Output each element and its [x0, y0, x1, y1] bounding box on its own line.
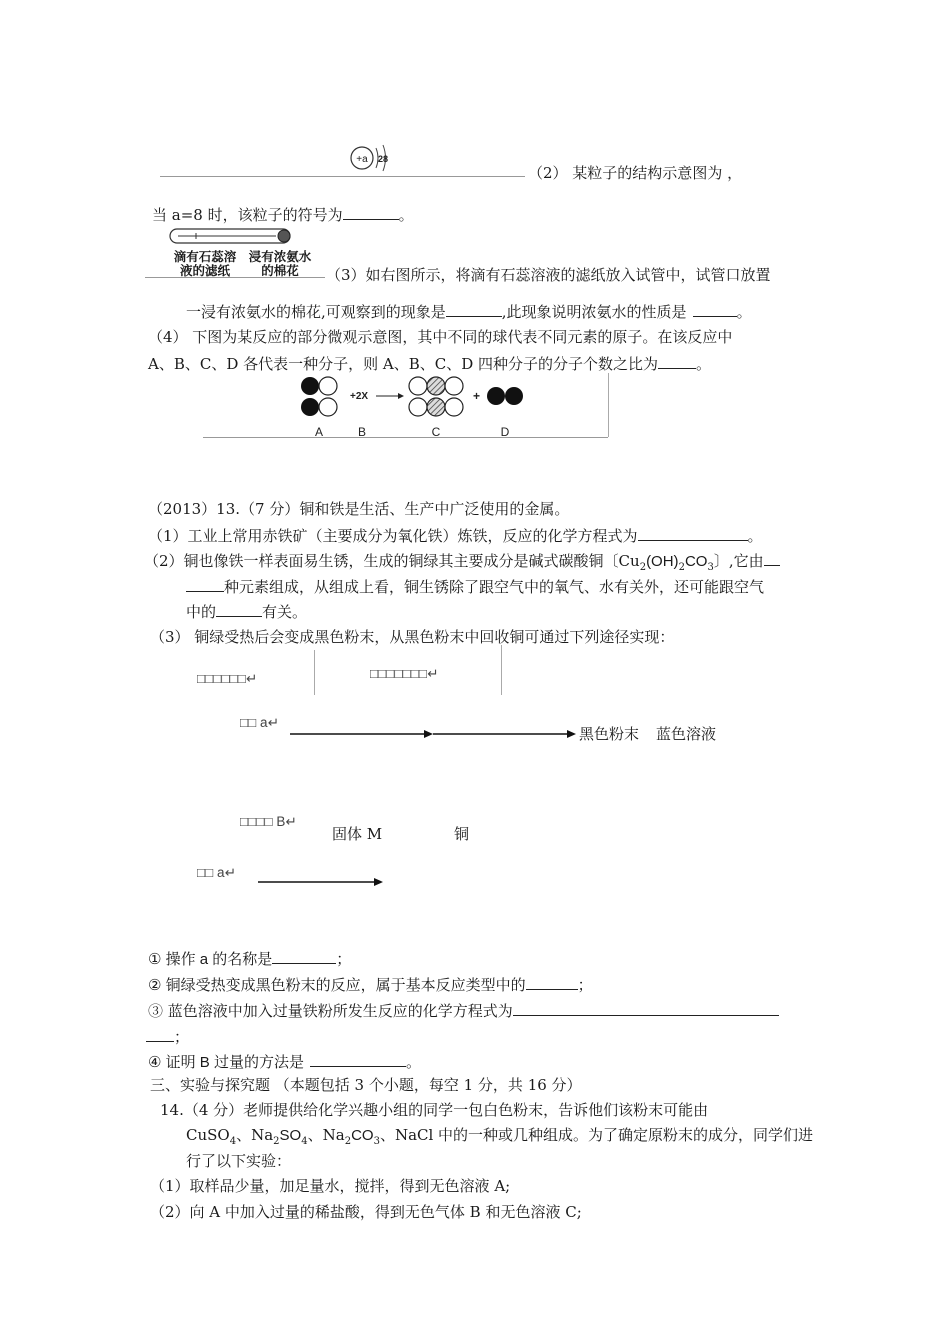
q2-line2-prefix: 当 a=8 时，该粒子的符号为 — [152, 206, 343, 224]
q13-sub2-suffix: ； — [577, 977, 593, 994]
black-powder-label: 黑色粉末 — [579, 725, 640, 743]
q13-part1-text: （1）工业上常用赤铁矿（主要成分为氧化铁）炼铁，反应的化学方程式为 — [148, 527, 638, 545]
flow-operation-a-2: □□ a↵ — [197, 865, 236, 880]
plus-sign: + — [473, 389, 481, 403]
answer-blank — [764, 550, 780, 566]
q13-sub1 — [148, 948, 351, 970]
coefficient-label: +2X — [350, 391, 369, 402]
q13-sub4-suffix: 。 — [405, 1054, 421, 1071]
q13-part2-line1 — [144, 550, 780, 572]
molecule-d — [487, 387, 523, 405]
q2-text-line1: （2） 某粒子的结构示意图为 ， — [528, 164, 743, 182]
subscript: 4 — [229, 1136, 237, 1147]
figure-divider — [608, 373, 609, 437]
answer-blank — [146, 1026, 174, 1042]
flow-placeholder-box1: □□□□□□↵ — [197, 671, 258, 686]
q13-sub3-suffix: ； — [174, 1028, 190, 1046]
q13-part2-text: （2）铜也像铁一样表面易生锈，生成的铜绿其主要成分是碱式碳酸铜〔Cu — [144, 552, 640, 570]
q13-part1 — [148, 525, 763, 546]
q3-line2-part-b: ,此现象说明浓氨水的性质是 — [501, 303, 687, 321]
label-a: A — [314, 425, 324, 439]
flow-placeholder-box2: □□□□□□□↵ — [370, 666, 439, 681]
q3-text-line2 — [186, 301, 752, 322]
copper-label: 铜 — [454, 825, 470, 843]
flow-arrows-row1 — [288, 727, 580, 741]
q13-sub3-cont — [146, 1026, 189, 1047]
q13-part2-line2-text: 种元素组成，从组成上看，铜生锈除了跟空气中的氧气、水有关外，还可能跟空气 — [224, 578, 765, 596]
subscript: 3 — [707, 562, 714, 573]
answer-blank — [513, 1000, 779, 1016]
answer-blank — [343, 204, 399, 220]
figure-divider — [314, 650, 315, 695]
answer-blank — [186, 576, 224, 592]
reaction-diagram — [290, 373, 530, 443]
formula-cuso4: CuSO — [186, 1126, 230, 1144]
q13-part2-line3-suffix: 有关。 — [262, 603, 308, 621]
q3-line2-part-a: 一浸有浓氨水的棉花,可观察到的现象是 — [186, 303, 446, 321]
answer-blank — [526, 974, 578, 990]
figure-divider — [160, 176, 525, 177]
q4-text-line2 — [148, 353, 711, 374]
section-3-title: 三、实验与探究题 （本题包括 3 个小题，每空 1 分，共 16 分） — [150, 1076, 582, 1094]
q13-part2-line2 — [186, 576, 764, 597]
q4-text-line1: （4） 下图为某反应的部分微观示意图，其中不同的球代表不同元素的原子。在该反应中 — [148, 328, 733, 346]
q13-part3: （3） 铜绿受热后会变成黑色粉末，从黑色粉末中回收铜可通过下列途径实现： — [150, 628, 675, 646]
subscript: 4 — [301, 1136, 308, 1147]
q13-sub2 — [148, 974, 593, 996]
answer-blank — [693, 301, 737, 317]
q13-sub3-text: ③ 蓝色溶液中加入过量铁粉所发生反应的化学方程式为 — [148, 1002, 513, 1020]
q14-step2: （2）向 A 中加入过量的稀盐酸，得到无色气体 B 和无色溶液 C; — [150, 1203, 582, 1221]
q3-line2-part-c: 。 — [736, 303, 752, 321]
q13-title: （2013）13.（7 分）铜和铁是生活、生产中广泛使用的金属。 — [148, 500, 570, 518]
atom-electron-label: 28 — [377, 154, 389, 164]
atom-structure-diagram — [345, 142, 395, 176]
figure-divider — [145, 277, 325, 278]
answer-blank — [446, 301, 502, 317]
subscript: 2 — [344, 1136, 352, 1147]
formula-part: 、Na — [307, 1126, 345, 1144]
test-tube-diagram — [168, 225, 303, 251]
flow-operation-b: □□□□ B↵ — [240, 814, 297, 829]
q13-sub1-text: ① 操作 a 的名称是 — [148, 951, 273, 968]
q13-part2-line3 — [186, 601, 307, 622]
q4-line2-prefix: A、B、C、D 各代表一种分子，则 A、B、C、D 四种分子的分子个数之比为 — [148, 355, 659, 373]
q13-sub2-text: ② 铜绿受热变成黑色粉末的反应，属于基本反应类型中的 — [148, 977, 526, 994]
subscript: 2 — [639, 562, 647, 573]
figure-divider — [203, 437, 608, 438]
answer-blank — [658, 353, 696, 369]
flow-arrow-row3 — [256, 875, 388, 889]
blue-solution-label: 蓝色溶液 — [656, 725, 717, 743]
q13-part1-suffix: 。 — [747, 527, 763, 545]
q13-part2-line3-prefix: 中的 — [186, 603, 217, 621]
molecule-c — [409, 377, 463, 416]
q13-sub1-suffix: ； — [336, 951, 352, 968]
label-d: D — [500, 425, 510, 439]
label-b: B — [357, 425, 367, 439]
q14-step1: （1）取样品少量，加足量水，搅拌，得到无色溶液 A; — [150, 1177, 511, 1195]
q14-line2 — [186, 1125, 813, 1146]
molecule-a — [301, 377, 337, 416]
q13-part2-suffix: 〕,它由 — [713, 552, 764, 570]
q13-sub4-text: ④ 证明 B 过量的方法是 — [148, 1054, 304, 1071]
atom-nucleus-label: +a — [356, 154, 368, 165]
figure-divider — [501, 645, 502, 695]
solid-m-label: 固体 M — [332, 825, 383, 843]
formula-part: (OH) — [646, 553, 679, 570]
q4-line2-suffix: 。 — [696, 355, 712, 373]
answer-blank — [216, 601, 262, 617]
q2-line2-suffix: 。 — [398, 206, 414, 224]
cotton-label: 浸有浓氨水的棉花 — [248, 249, 312, 278]
q2-text-line2 — [152, 204, 414, 225]
subscript: 2 — [678, 562, 685, 573]
q3-text-line1: （3）如右图所示，将滴有石蕊溶液的滤纸放入试管中，试管口放置 — [326, 266, 771, 284]
q13-sub3 — [148, 1000, 779, 1021]
formula-part: CO — [351, 1127, 374, 1144]
subscript: 2 — [273, 1136, 280, 1147]
subscript: 3 — [373, 1136, 380, 1147]
q14-line1: 14.（4 分）老师提供给化学兴趣小组的同学一包白色粉末，告诉他们该粉末可能由 — [160, 1101, 709, 1119]
q14-line2-text: 、NaCl 中的一种或几种组成。为了确定原粉末的成分，同学们进 — [379, 1126, 814, 1144]
flow-operation-a: □□ a↵ — [240, 715, 279, 730]
answer-blank — [272, 948, 336, 964]
label-c: C — [431, 425, 441, 439]
q14-line3: 行了以下实验： — [186, 1152, 292, 1170]
filter-paper-label: 滴有石蕊溶液的滤纸 — [173, 249, 237, 278]
formula-part: SO — [279, 1127, 302, 1144]
answer-blank — [310, 1051, 406, 1067]
q13-sub4 — [148, 1051, 421, 1073]
answer-blank — [638, 525, 748, 541]
formula-part: 、Na — [236, 1126, 274, 1144]
formula-part: CO — [684, 553, 708, 570]
